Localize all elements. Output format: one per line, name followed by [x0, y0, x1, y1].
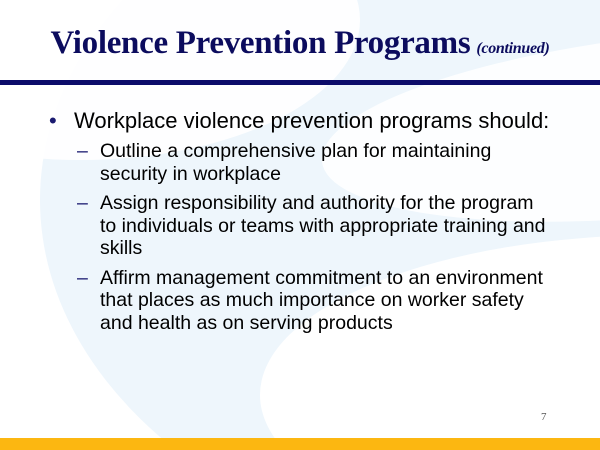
sub-bullet-text: Assign responsibility and authority for the program to individuals or teams with appropriate training and skills: [100, 192, 546, 259]
footer-bar: [0, 438, 600, 450]
page-number: 7: [541, 411, 547, 423]
bullet-dot-icon: •: [49, 108, 57, 133]
sub-bullet-item: [0, 192, 600, 260]
slide-body: [0, 108, 600, 334]
dash-icon: –: [77, 266, 88, 289]
sub-bullet-item: [0, 267, 600, 335]
title-divider: [0, 80, 600, 85]
sub-bullet-item: [0, 140, 600, 185]
dash-icon: –: [77, 140, 88, 162]
sub-bullet-text: Outline a comprehensive plan for maintaining security in workplace: [100, 140, 492, 185]
bullet-item: [0, 108, 600, 133]
dash-icon: –: [77, 192, 88, 214]
slide-title-suffix: (continued): [476, 40, 550, 57]
slide-title-text: Violence Prevention Programs: [50, 25, 471, 61]
sub-bullet-text: Affirm management commitment to an environment that places as much importance on worker safety and health as on serving products: [100, 266, 543, 334]
slide-title: [0, 25, 600, 62]
bullet-text: Workplace violence prevention programs should:: [74, 108, 550, 133]
